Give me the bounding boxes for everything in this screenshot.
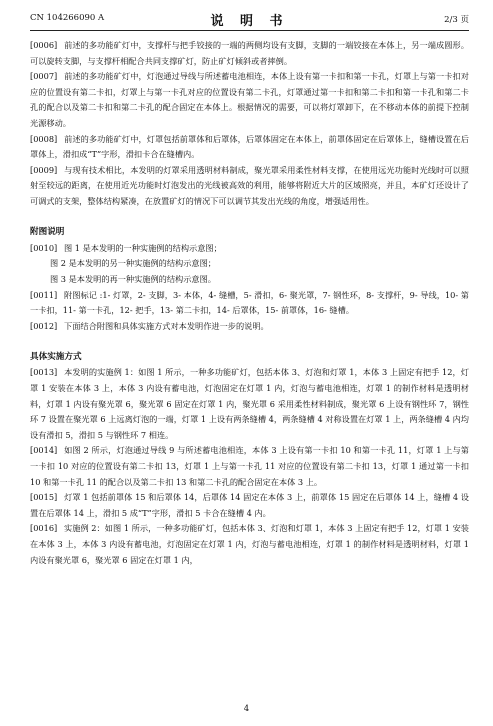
paragraph-text: 图 1 是本发明的一种实施例的结构示意图； xyxy=(64,242,222,253)
paragraph-number: [0014] xyxy=(30,445,58,456)
paragraph-text: 前述的多功能矿灯中，灯罩包括前罩体和后罩体，后罩体固定在本体上，前罩体固定在后罩体上，缝槽设置在后罩体上，滑扣成“T”字形，滑扣卡合在缝槽内。 xyxy=(30,133,469,160)
paragraph-0011 xyxy=(30,288,469,319)
paragraph-number: [0012] xyxy=(30,320,58,331)
spacer xyxy=(30,334,469,350)
doc-title: 说 明 书 xyxy=(210,14,289,29)
page-number: 4 xyxy=(243,704,250,714)
paragraph-text: 前述的多功能矿灯中，灯泡通过导线与所述蓄电池相连，本体上设有第一卡扣和第一卡孔，灯罩上与第一卡扣对应的位置设有第二卡扣，灯罩上与第一卡孔对应的位置设有第二卡孔，灯罩通过第一卡扣和第二卡扣和第一卡孔和第二卡孔的配合以及第二卡扣和第二卡孔的配合固定在本体上。根据情况的需要，可以将灯罩卸下，在不移动本体的前提下控制光源移动。 xyxy=(30,71,469,128)
paragraph-number: [0011] xyxy=(30,289,58,300)
paragraph-number: [0007] xyxy=(30,71,58,82)
paragraph-text: 灯罩 1 包括前罩体 15 和后罩体 14，后罩体 14 固定在本体 3 上，前罩体 15 固定在后罩体 14 上，缝槽 4 设置在后罩体 14 上，滑扣 5 成“T”字形，滑扣 5 卡合在缝槽 4 内。 xyxy=(30,492,469,518)
paragraph-0009 xyxy=(30,163,469,210)
paragraph-text: 附图标记 :1- 灯罩，2- 支脚，3- 本体，4- 缝槽，5- 滑扣，6- 聚光罩，7- 钢性环，8- 支撑杆，9- 导线，10- 第一卡扣，11- 第一卡孔，12- 把手，13- 第二卡扣，14- 后罩体，15- 前罩体，16- 缝槽。 xyxy=(30,289,469,316)
paragraph-0008 xyxy=(30,132,469,163)
paragraph-0006 xyxy=(30,38,469,69)
paragraph-text: 前述的多功能矿灯中，支撑杆与把手铰接的一端的两侧均设有支脚，支脚的一端铰接在本体上，另一端成圆形。可以旋转支脚，与支撑杆相配合共同支撑矿灯，防止矿灯倾斜或者摔倒。 xyxy=(30,40,469,66)
paragraph-text: 如图 2 所示，灯泡通过导线 9 与所述蓄电池相连，本体 3 上设有第一卡扣 10 和第一卡孔 11，灯罩 1 上与第一卡扣 10 对应的位置设有第二卡扣 13，灯罩 1 上与第一卡孔 11 对应的位置设有第二卡扣 13，灯罩 1 通过第一卡扣 10 和第一卡孔 11 的配合以及第二卡扣 13 和第二卡孔的配合固定在本体 3 上。 xyxy=(30,445,469,487)
paragraph-number: [0010] xyxy=(30,242,58,253)
paragraph-0015 xyxy=(30,490,469,521)
paragraph-0010 xyxy=(30,241,469,257)
paragraph-text: 下面结合附图和具体实施方式对本发明作进一步的说明。 xyxy=(64,320,269,331)
paragraph-number: [0008] xyxy=(30,133,58,144)
header-rule xyxy=(30,30,469,31)
doc-number: CN 104266090 A xyxy=(30,13,105,23)
paragraph-0007 xyxy=(30,69,469,131)
page-header xyxy=(30,10,469,29)
page-info: 2/3 页 xyxy=(444,15,469,25)
paragraph-number: [0015] xyxy=(30,492,58,503)
paragraph-number: [0016] xyxy=(30,523,58,534)
paragraph-0016 xyxy=(30,521,469,568)
paragraph-0014 xyxy=(30,443,469,490)
figure-3-caption: 图 3 是本发明的再一种实施例的结构示意图。 xyxy=(50,273,216,284)
paragraph-number: [0013] xyxy=(30,367,58,378)
paragraph-number: [0006] xyxy=(30,40,58,50)
paragraph-text: 与现有技术相比，本发明的灯罩采用透明材料制成，聚光罩采用柔性材料支撑，在使用远光功能时光线时可以照射至较远的距离，在使用近光功能时灯泡发出的光线被高效的利用，能够将附近大片的区域照亮，并且，本矿灯还设计了可调式的支架，整体结构紧凑，在放置矿灯的情况下可以调节其发出光线的角度，增强适用性。 xyxy=(30,164,469,206)
section-heading-implementation: 具体实施方式 xyxy=(30,351,82,362)
figure-2-caption: 图 2 是本发明的另一种实施例的结构示意图； xyxy=(50,258,216,269)
paragraph-0013 xyxy=(30,365,469,443)
paragraph-0012 xyxy=(30,319,469,335)
paragraph-text: 实施例 2：如图 1 所示，一种多功能矿灯，包括本体 3、灯泡和灯罩 1，本体 3 上固定有把手 12，灯罩 1 安装在本体 3 上，本体 3 内设有蓄电池，灯泡固定在灯罩 1 内，灯泡与蓄电池相连，灯罩 1 的制作材料是透明材料，灯罩 1 内设有聚光罩 6，聚光罩 6 固定在灯罩 1 内， xyxy=(30,523,469,565)
spacer xyxy=(30,210,469,226)
paragraph-text: 本发明的实施例 1：如图 1 所示，一种多功能矿灯，包括本体 3、灯泡和灯罩 1，本体 3 上固定有把手 12，灯罩 1 安装在本体 3 上，本体 3 内设有蓄电池，灯泡固定在灯罩 1 内，灯泡与蓄电池相连，灯罩 1 的制作材料是透明材料，灯罩 1 内设有聚光罩 6，聚光罩 6 固定在灯罩 1 内，聚光罩 6 采用柔性材料制成，聚光罩 6 上设有钢性环 7，钢性环 7 设置在聚光罩 6 上远离灯泡的一端，灯罩 1 上设有两条缝槽 4，两条缝槽 4 对称设置在灯罩 1 上，两条缝槽 4 内均设有滑扣 5，滑扣 5 与钢性环 7 相连。 xyxy=(30,367,469,440)
section-heading-figures: 附图说明 xyxy=(30,227,65,238)
paragraph-number: [0009] xyxy=(30,164,58,175)
document-body xyxy=(30,38,469,568)
